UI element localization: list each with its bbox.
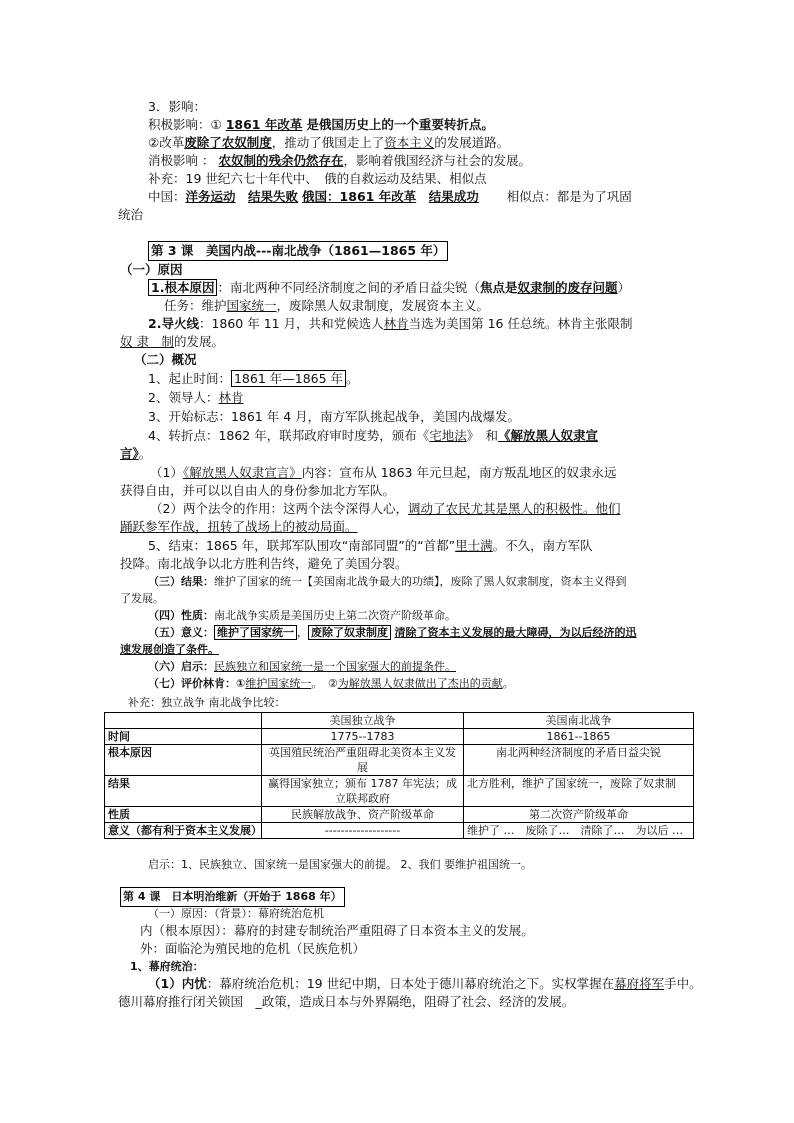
china-russia-compare xyxy=(148,188,632,206)
key-term: 资本主义 xyxy=(384,135,435,150)
text: 南北战争实质是美国历史上第二次资产阶级革命。 xyxy=(214,609,456,622)
compare-caption: 补充：独立战争 南北战争比较： xyxy=(128,696,286,709)
row-label: 结果 xyxy=(105,776,262,807)
key-term: 废除了奴隶制度 xyxy=(308,625,391,640)
cell: 1775--1783 xyxy=(262,729,464,745)
evaluate-lincoln xyxy=(148,675,514,693)
text: ：南北两种不同经济制度 xyxy=(217,280,355,295)
war-end xyxy=(148,537,593,555)
table-header-row xyxy=(105,713,694,729)
decree-content-2: 获得自由，并可以以自由人的身份参加北方军队。 xyxy=(120,483,396,498)
cell: 第二次资产阶级革命 xyxy=(464,807,694,823)
key-term: 幕府将军 xyxy=(614,976,665,991)
section-overview: （二）概况 xyxy=(134,352,197,367)
significance-2 xyxy=(120,641,219,659)
label: 2.导火线 xyxy=(148,316,199,331)
row-label: 意义（都有利于资本主义发展） xyxy=(105,823,262,839)
key-term: 维护国家统一 xyxy=(245,677,312,690)
text: ，影响着俄国经济与社会的发展。 xyxy=(343,153,532,168)
label: （三）结果： xyxy=(148,575,214,588)
text: ②改革 xyxy=(148,135,185,150)
table-row xyxy=(105,823,694,839)
key-term: 1861 年—1865 年 xyxy=(231,370,346,387)
text: （2）两个法令的作用：这两个法令深得人心， xyxy=(150,501,408,516)
key-term: 林肯 xyxy=(383,316,409,331)
key-term: 维护了国家统一 xyxy=(214,625,297,640)
l4-causes: （一）原因：（背景）：幕府统治危机 xyxy=(148,907,324,920)
text: ：幕府统治危机：19 世纪中期，日本处于德川幕府统治之下。实权掌握在 xyxy=(206,976,615,991)
table-row xyxy=(105,745,694,776)
text: 任务：维护 xyxy=(164,298,227,313)
decree-effect xyxy=(150,500,620,518)
lesson-4-title: 第 4 课 日本明治维新（开始于 1868 年） xyxy=(120,887,345,907)
negative-impact xyxy=(148,152,531,170)
header-civil-war: 美国南北战争 xyxy=(464,713,694,729)
text: 。 xyxy=(502,677,514,690)
key-term: 国家统一 xyxy=(226,298,277,313)
label: 消极影响 ： xyxy=(148,153,215,168)
cell: 赢得国家独立；颁布 1787 年宪法；成立联邦政府 xyxy=(262,776,464,807)
root-cause xyxy=(148,279,630,297)
l4-external: 外：面临沦为殖民地的危机（民族危机） xyxy=(140,941,366,956)
text: 之间的矛盾日益尖锐（ xyxy=(354,280,480,295)
text: 2、领导人： xyxy=(148,390,219,405)
insight xyxy=(148,658,456,676)
compare-table xyxy=(104,712,694,839)
decree-content xyxy=(150,464,616,482)
key-term: 的残余仍然存在 xyxy=(255,153,344,168)
label: 1.根本原因 xyxy=(148,279,217,296)
l4-shogunate: 1、幕府统治： xyxy=(130,960,204,973)
l4-closed-door: 德川幕府推行闭关锁国 _政策，造成日本与外界隔绝，阻碍了社会、经济的发展。 xyxy=(118,994,575,1009)
table-row xyxy=(105,776,694,807)
supplement-line: 补充：19 世纪六七十年代中、 俄的自救运动及结果、相似点 xyxy=(148,171,487,186)
cell: 北方胜利，维护了国家统一，废除了奴隶制 xyxy=(464,776,694,807)
positive-impact-1 xyxy=(148,116,494,134)
overview-4 xyxy=(148,427,598,445)
impact-heading: 3．影响： xyxy=(148,99,206,114)
trigger xyxy=(148,315,632,333)
text: 的发展。 xyxy=(173,334,224,349)
text: 内容：宣布从 1863 年元旦起，南方叛乱地区的奴隶永远 xyxy=(301,465,617,480)
text: 1、起止时间： xyxy=(148,371,231,386)
key-term: 结果成功 xyxy=(428,189,479,204)
text: 相似点：都是为了巩固 xyxy=(506,189,632,204)
positive-impact-2 xyxy=(148,134,509,152)
text: ，废除黑人奴隶制度，发展资本主义。 xyxy=(276,298,490,313)
decree-effect-2 xyxy=(120,518,358,536)
label: （七）评价林肯：① xyxy=(148,677,246,690)
lesson-3-title: 第 3 课 美国内战---南北战争（1861—1865 年） xyxy=(148,241,448,261)
text: ） xyxy=(617,280,631,295)
key-term: 调动了农民尤其是黑人的积极性。他们 xyxy=(407,501,621,516)
text: 的发展道路。 xyxy=(434,135,510,150)
cell: 维护了 … 废除了… 清除了… 为以后 … xyxy=(464,823,694,839)
text: 》 和 xyxy=(466,428,499,443)
text: 4、转折点：1862 年，联邦政府审时度势，颁布《 xyxy=(148,428,430,443)
label: （四）性质： xyxy=(148,609,214,622)
num: ① xyxy=(210,117,222,132)
overview-4b xyxy=(120,445,151,463)
table-row xyxy=(105,807,694,823)
label: （六）启示： xyxy=(148,660,214,673)
l4-internal: 内（根本原因）：幕府的封建专制统治严重阻碍了日本资本主义的发展。 xyxy=(140,923,534,938)
header-independence: 美国独立战争 xyxy=(262,713,464,729)
text: 。 xyxy=(346,371,359,386)
text: （1） xyxy=(150,465,183,480)
key-term: 林肯 xyxy=(218,390,244,405)
key-term: 废除了农奴制度 xyxy=(184,135,272,150)
key-term: 1861 年改革 xyxy=(225,117,303,132)
key-term: 奴 隶 制 xyxy=(120,334,174,349)
text: ， xyxy=(297,626,308,639)
key-term: 奴隶制的废存问题 xyxy=(517,280,618,295)
text: ：1860 年 11 月，共和党候选人 xyxy=(198,316,384,331)
section-causes: （一）原因 xyxy=(120,262,183,277)
text: 。不久，南方军队 xyxy=(492,538,593,553)
label: 积极影响： xyxy=(148,117,211,132)
label: 中国： xyxy=(148,189,186,204)
cell: 英国殖民统治严重阻碍北美资本主义发展 xyxy=(262,745,464,776)
text: ，推动了俄国走上了 xyxy=(271,135,385,150)
text: 。 ② xyxy=(311,677,338,690)
text: 5、结束：1865 年，联邦军队围攻“南部同盟”的“首都” xyxy=(148,538,456,553)
key-term: 民族独立和国家统一是一个国家强大的前提条件。 xyxy=(214,660,456,673)
key-term: 言》 xyxy=(120,446,139,461)
key-term: 清除了资本主义发展的最大障碍，为以后经济的迅 xyxy=(394,626,637,639)
l4-internal-trouble xyxy=(148,975,702,993)
key-term: 踊跃参军作战，扭转了战场上的被动局面。 xyxy=(120,519,358,534)
result-2: 了发展。 xyxy=(120,592,164,605)
text: 。 xyxy=(138,446,152,461)
text: 手中。 xyxy=(664,976,702,991)
compare-line-2: 统治 xyxy=(118,207,144,222)
cell: 1861--1865 xyxy=(464,729,694,745)
key-term: 速发展创造了条件。 xyxy=(120,643,219,656)
cell: ------------------- xyxy=(262,823,464,839)
key-term: 农奴制 xyxy=(218,153,256,168)
key-term: 里士满 xyxy=(455,538,493,553)
compare-lesson: 启示：1、民族独立、国家统一是国家强大的前提。 2、我们 要维护祖国统一。 xyxy=(148,858,532,871)
overview-2 xyxy=(148,389,243,407)
key-term: 洋务运动 xyxy=(185,189,236,204)
label: （五）意义： xyxy=(148,626,214,639)
overview-3: 3、开始标志：1861 年 4 月，南方军队挑起战争，美国内战爆发。 xyxy=(148,409,521,424)
overview-1 xyxy=(148,370,359,388)
label: （1）内忧 xyxy=(148,976,207,991)
key-term: 宅地法 xyxy=(429,428,467,443)
text: 维护了国家的统一【美国南北战争最大的功绩】，废除了黑人奴隶制度，资本主义得到 xyxy=(214,575,627,588)
text: 焦点是 xyxy=(479,280,518,295)
significance xyxy=(148,624,637,642)
war-end-2: 投降。南北战争以北方胜利告终，避免了美国分裂。 xyxy=(120,556,408,571)
nature xyxy=(148,607,456,625)
header-empty xyxy=(105,713,262,729)
table-row xyxy=(105,729,694,745)
row-label: 性质 xyxy=(105,807,262,823)
text: 是俄国历史上的一个重要转折点。 xyxy=(306,117,494,132)
key-term: 俄国：1861 年改革 xyxy=(302,189,417,204)
cell: 南北两种经济制度的矛盾日益尖锐 xyxy=(464,745,694,776)
text: 当选为美国第 16 任总统。林肯主张限制 xyxy=(408,316,633,331)
key-term: 为解放黑人奴隶做出了杰出的贡献 xyxy=(337,677,503,690)
key-term: 《解放黑人奴隶宣 xyxy=(498,428,599,443)
task-line xyxy=(164,297,489,315)
result xyxy=(148,573,627,591)
trigger-2 xyxy=(120,333,224,351)
row-label: 时间 xyxy=(105,729,262,745)
key-term: 结果失败 xyxy=(248,189,299,204)
key-term: 《解放黑人奴隶宣言》 xyxy=(182,465,302,480)
cell: 民族解放战争、资产阶级革命 xyxy=(262,807,464,823)
row-label: 根本原因 xyxy=(105,745,262,776)
